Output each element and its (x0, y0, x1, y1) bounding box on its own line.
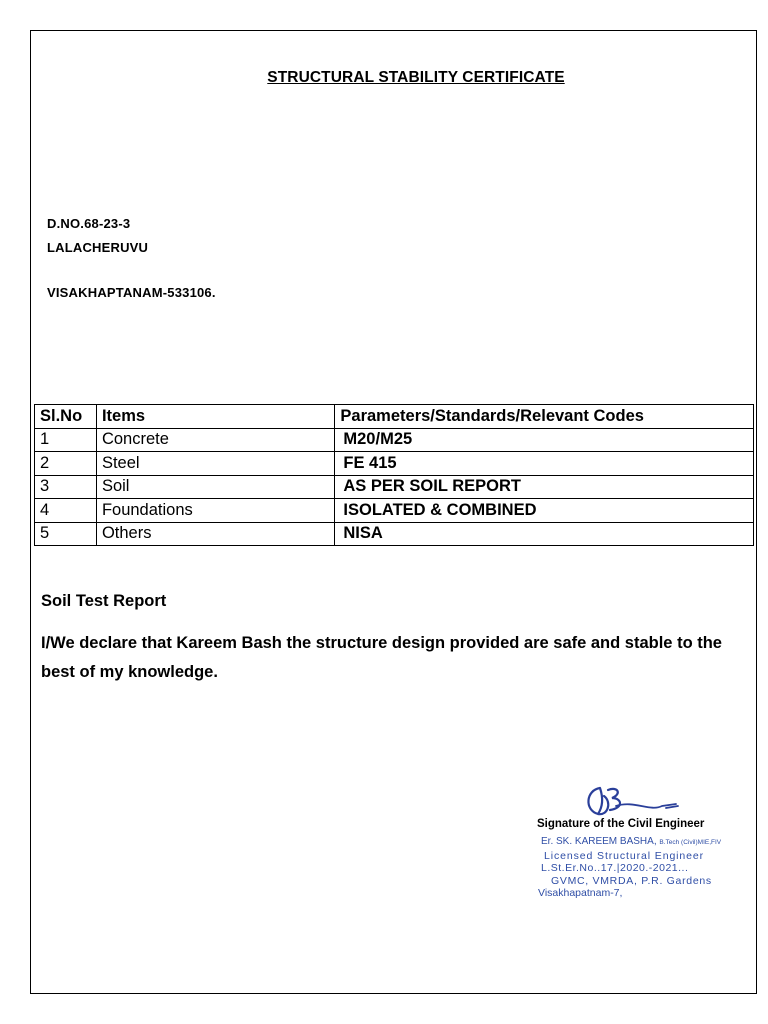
stamp-office: GVMC, VMRDA, P.R. Gardens (551, 874, 712, 887)
row-param: ISOLATED & COMBINED (335, 499, 754, 523)
table-row (35, 499, 754, 523)
row-param: FE 415 (335, 452, 754, 476)
stamp-name-line (541, 836, 721, 850)
table-row (35, 428, 754, 452)
stamp-license-title: Licensed Structural Engineer (544, 849, 705, 862)
address-locality: LALACHERUVU (47, 240, 149, 255)
table-header-row (35, 405, 754, 429)
soil-test-heading: Soil Test Report (41, 592, 167, 610)
stamp-name: Er. SK. KAREEM BASHA, (541, 836, 657, 847)
declaration-text: I/We declare that Kareem Bash the structure design provided are safe and stable to the best of my knowledge. (41, 634, 722, 681)
row-no: 4 (35, 499, 97, 523)
row-item: Concrete (96, 428, 334, 452)
engineer-stamp (538, 836, 722, 900)
row-item: Foundations (96, 499, 334, 523)
table-row (35, 452, 754, 476)
row-no: 3 (35, 475, 97, 499)
header-sl-no: Sl.No (35, 405, 97, 429)
header-parameters: Parameters/Standards/Relevant Codes (335, 405, 754, 429)
row-item: Soil (96, 475, 334, 499)
row-param: AS PER SOIL REPORT (335, 475, 754, 499)
certificate-title: STRUCTURAL STABILITY CERTIFICATE (267, 69, 565, 86)
row-param: M20/M25 (335, 428, 754, 452)
address-door-no: D.NO.68-23-3 (47, 216, 131, 231)
stamp-license-number: L.St.Er.No..17.|2020.-2021... (541, 862, 689, 874)
table-row (35, 475, 754, 499)
header-items: Items (96, 405, 334, 429)
row-param: NISA (335, 522, 754, 546)
parameters-table (34, 404, 754, 546)
address-city: VISAKHAPTANAM-533106. (47, 285, 216, 300)
row-item: Steel (96, 452, 334, 476)
row-item: Others (96, 522, 334, 546)
row-no: 1 (35, 428, 97, 452)
signature-label: Signature of the Civil Engineer (537, 818, 705, 830)
handwritten-signature (578, 782, 690, 822)
stamp-city: Visakhapatnam-7, (538, 887, 623, 899)
stamp-qualifications: B.Tech (Civil)MIE,FIV (659, 839, 722, 846)
table-row (35, 522, 754, 546)
row-no: 5 (35, 522, 97, 546)
row-no: 2 (35, 452, 97, 476)
